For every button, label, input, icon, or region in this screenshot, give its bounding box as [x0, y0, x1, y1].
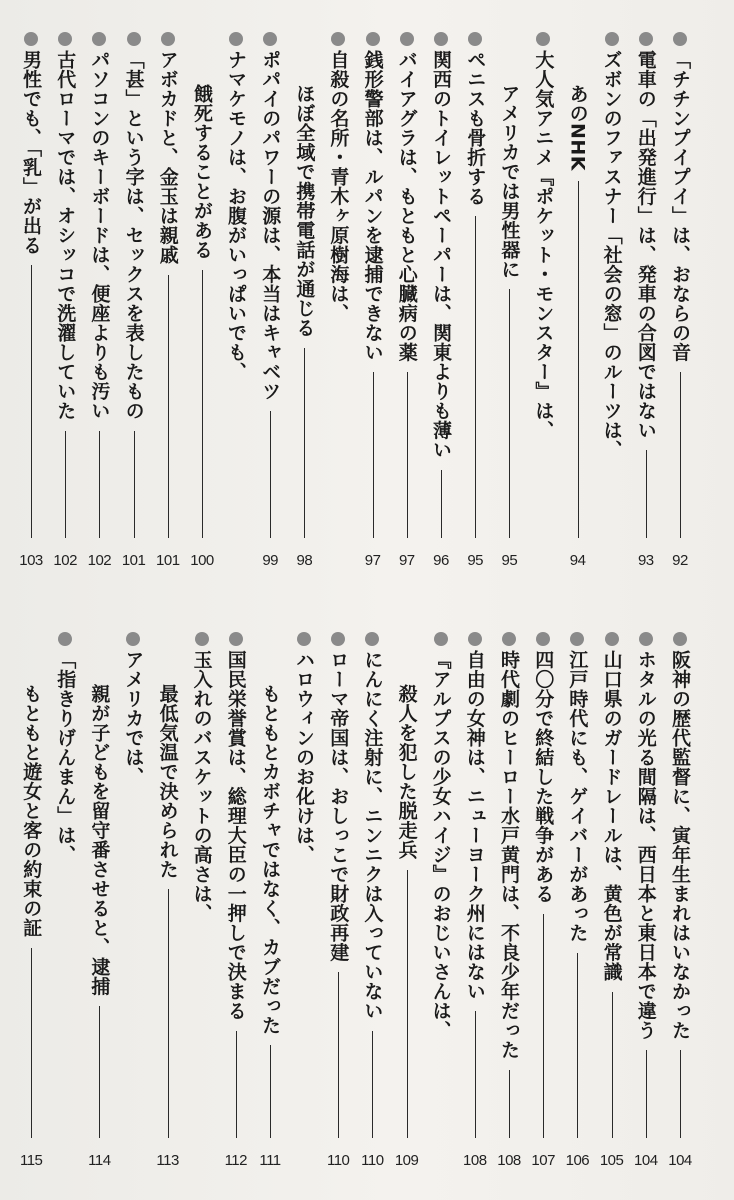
leader-line	[202, 270, 203, 538]
bullet-icon	[229, 32, 243, 46]
page-number: 95	[501, 552, 518, 569]
page-number: 107	[531, 1152, 555, 1169]
leader-line	[373, 372, 374, 538]
leader-line	[509, 289, 510, 538]
toc-entry[interactable]	[356, 0, 390, 600]
entry-title: 古代ローマでは、オシッコで洗濯していた	[54, 50, 77, 421]
entry-title: ハロウィンのお化けは、	[293, 650, 315, 865]
toc-entry[interactable]	[287, 0, 355, 600]
page-number: 102	[53, 552, 77, 569]
page-number: 97	[364, 552, 381, 569]
toc-entry[interactable]	[185, 0, 253, 600]
bullet-icon	[605, 632, 619, 646]
bullet-icon	[92, 32, 106, 46]
entry-title: 時代劇のヒーロー水戸黄門は、不良少年だった	[498, 650, 520, 1060]
bullet-icon	[366, 32, 380, 46]
bullet-icon	[536, 32, 550, 46]
toc-entry[interactable]	[663, 0, 697, 600]
leader-line	[475, 216, 476, 538]
toc-entry[interactable]	[82, 0, 116, 600]
entry-title: 「甚」という字は、セックスを表したもの	[122, 50, 145, 421]
bullet-icon	[400, 32, 414, 46]
page-number: 99	[262, 552, 279, 569]
entry-title: ズボンのファスナー「社会の窓」のルーツは、	[600, 50, 623, 460]
page-number: 112	[224, 1152, 247, 1169]
entry-title: パソコンのキーボードは、便座よりも汚い	[88, 50, 111, 421]
leader-line	[441, 470, 442, 538]
toc-entry[interactable]	[526, 600, 560, 1200]
bullet-icon	[331, 632, 345, 646]
bullet-icon	[639, 632, 653, 646]
entry-title: もともとカボチャではなく、カブだった	[259, 684, 281, 1035]
toc-entry[interactable]	[14, 600, 82, 1200]
entry-title: ホタルの光る間隔は、西日本と東日本で違う	[634, 650, 657, 1040]
toc-entry[interactable]	[219, 600, 253, 1200]
page-number: 102	[87, 552, 112, 569]
leader-line	[338, 972, 339, 1138]
page-number: 108	[463, 1152, 487, 1169]
bullet-icon	[365, 632, 379, 646]
leader-line	[168, 889, 169, 1138]
entry-title: ほぼ全域で携帯電話が通じる	[293, 84, 316, 338]
entry-title: もともと遊女と客の約束の証	[20, 684, 43, 938]
toc-entry[interactable]	[629, 0, 663, 600]
toc-entry[interactable]	[253, 0, 287, 600]
page-number: 105	[599, 1152, 624, 1169]
entry-title: 山口県のガードレールは、黄色が常識	[600, 650, 623, 982]
toc-entry[interactable]	[663, 600, 697, 1200]
toc-entry[interactable]	[321, 600, 355, 1200]
toc-entry[interactable]	[82, 600, 150, 1200]
entry-title: 阪神の歴代監督に、寅年生まれはいなかった	[669, 650, 691, 1040]
bullet-icon	[161, 32, 175, 46]
page-number: 103	[19, 552, 43, 569]
leader-line	[304, 348, 305, 538]
toc-entry[interactable]	[117, 0, 151, 600]
leader-line	[612, 992, 613, 1138]
leader-line	[236, 1031, 237, 1138]
bullet-icon	[639, 32, 653, 46]
page-number: 93	[637, 552, 654, 569]
page-number: 104	[634, 1152, 658, 1169]
leader-line	[577, 953, 578, 1138]
leader-line	[680, 372, 681, 538]
page-number: 114	[88, 1152, 111, 1169]
bullet-icon	[195, 632, 209, 646]
entry-title: ペニスも骨折する	[464, 50, 487, 206]
leader-line	[99, 1006, 100, 1138]
entry-title: 玉入れのバスケットの高さは、	[190, 650, 213, 923]
toc-entry[interactable]	[355, 600, 389, 1200]
leader-line	[270, 1045, 271, 1138]
entry-title: 殺人を犯した脱走兵	[395, 684, 418, 860]
entry-title: 「チチンプイプイ」は、おならの音	[669, 50, 691, 362]
entry-title: 国民栄誉賞は、総理大臣の一押しで決まる	[224, 650, 247, 1021]
bullet-icon	[229, 632, 243, 646]
entry-title: 四〇分で終結した戦争がある	[532, 650, 555, 904]
toc-entry[interactable]	[151, 600, 219, 1200]
page-number: 95	[467, 552, 484, 569]
entry-title: 銭形警部は、ルパンを逮捕できない	[361, 50, 384, 362]
leader-line	[65, 431, 66, 538]
page-number: 110	[326, 1152, 350, 1169]
page-number: 104	[668, 1152, 692, 1169]
page-number: 92	[672, 552, 688, 569]
toc-entry[interactable]	[458, 0, 492, 600]
toc-entry[interactable]	[560, 600, 594, 1200]
entry-title: にんにく注射に、ニンニクは入っていない	[361, 650, 384, 1021]
bullet-icon	[297, 632, 311, 646]
leader-line	[578, 181, 579, 538]
bullet-icon	[673, 32, 687, 46]
entry-title: 江戸時代にも、ゲイバーがあった	[566, 650, 589, 943]
page-number: 109	[394, 1152, 419, 1169]
toc-column-bottom	[0, 600, 734, 1200]
bullet-icon	[502, 632, 516, 646]
entry-title: アボカドと、金玉は親戚	[156, 50, 179, 265]
toc-entry[interactable]	[390, 0, 424, 600]
toc-entry[interactable]	[492, 600, 526, 1200]
leader-line	[31, 948, 32, 1138]
entry-title: ローマ帝国は、おしっこで財政再建	[327, 650, 350, 962]
bullet-icon	[468, 32, 482, 46]
entry-title: 電車の「出発進行」は、発車の合図ではない	[634, 50, 657, 440]
page-number: 108	[497, 1152, 521, 1169]
leader-line	[509, 1070, 510, 1138]
bullet-icon	[331, 32, 345, 46]
entry-title: 男性でも、「乳」が出る	[20, 50, 42, 255]
entry-title: アメリカでは男性器に	[498, 84, 521, 279]
leader-line	[372, 1031, 373, 1138]
bullet-icon	[468, 632, 482, 646]
bullet-icon	[434, 32, 448, 46]
entry-title: 「指きりげんまん」は、	[54, 650, 77, 865]
entry-title: バイアグラは、もともと心臓病の薬	[395, 50, 418, 362]
leader-line	[646, 1050, 647, 1138]
page-number: 96	[433, 552, 449, 569]
toc-entry[interactable]	[390, 600, 458, 1200]
toc-entry[interactable]	[253, 600, 321, 1200]
leader-line	[31, 265, 32, 538]
leader-line	[168, 275, 169, 538]
entry-title: 自殺の名所・青木ヶ原樹海は、	[327, 50, 350, 323]
page-number: 101	[156, 552, 180, 569]
bullet-icon	[126, 632, 140, 646]
entry-title: アメリカでは、	[122, 650, 145, 787]
bullet-icon	[605, 32, 619, 46]
toc-entry[interactable]	[595, 600, 629, 1200]
page-number: 106	[565, 1152, 590, 1169]
entry-title: 親が子どもを留守番させると、逮捕	[88, 684, 111, 996]
entry-title: 自由の女神は、ニューヨーク州にはない	[463, 650, 486, 1001]
bullet-icon	[58, 32, 72, 46]
toc-entry[interactable]	[492, 0, 560, 600]
bullet-icon	[434, 632, 448, 646]
bullet-icon	[58, 632, 72, 646]
entry-title: ナマケモノは、お腹がいっぱいでも、	[225, 50, 247, 382]
bullet-icon	[536, 632, 550, 646]
page-number: 97	[398, 552, 415, 569]
toc-entry[interactable]	[458, 600, 492, 1200]
page-number: 115	[19, 1152, 43, 1169]
entry-title: 餓死することがある	[191, 84, 213, 260]
leader-line	[407, 870, 408, 1138]
bullet-icon	[24, 32, 38, 46]
page-number: 94	[569, 552, 586, 569]
toc-entry[interactable]	[151, 0, 185, 600]
entry-title: 大人気アニメ『ポケット・モンスター』は、	[532, 50, 555, 440]
leader-line	[680, 1050, 681, 1138]
entry-title: 関西のトイレットペーパーは、関東よりも薄い	[430, 50, 452, 460]
leader-line	[407, 372, 408, 538]
toc-entry[interactable]	[561, 0, 629, 600]
page-number: 113	[156, 1152, 179, 1169]
entry-title: 『アルプスの少女ハイジ』のおじいさんは、	[429, 650, 452, 1040]
bullet-icon	[570, 632, 584, 646]
toc-entry[interactable]	[424, 0, 458, 600]
page-number: 111	[259, 1152, 281, 1169]
page-number: 101	[121, 552, 146, 569]
page-number: 100	[190, 552, 214, 569]
leader-line	[134, 431, 135, 538]
bullet-icon	[263, 32, 277, 46]
bullet-icon	[127, 32, 141, 46]
entry-title: 最低気温で決められた	[156, 684, 179, 879]
entry-title: あのNHK	[566, 84, 589, 172]
leader-line	[475, 1011, 476, 1138]
bullet-icon	[673, 632, 687, 646]
toc-entry[interactable]	[14, 0, 48, 600]
page-number: 98	[296, 552, 313, 569]
leader-line	[99, 431, 100, 538]
leader-line	[646, 450, 647, 538]
toc-entry[interactable]	[48, 0, 82, 600]
page-number: 110	[361, 1152, 384, 1169]
leader-line	[270, 411, 271, 538]
toc-entry[interactable]	[629, 600, 663, 1200]
entry-title: ポパイのパワーの源は、本当はキャベツ	[259, 50, 282, 401]
leader-line	[543, 914, 544, 1138]
